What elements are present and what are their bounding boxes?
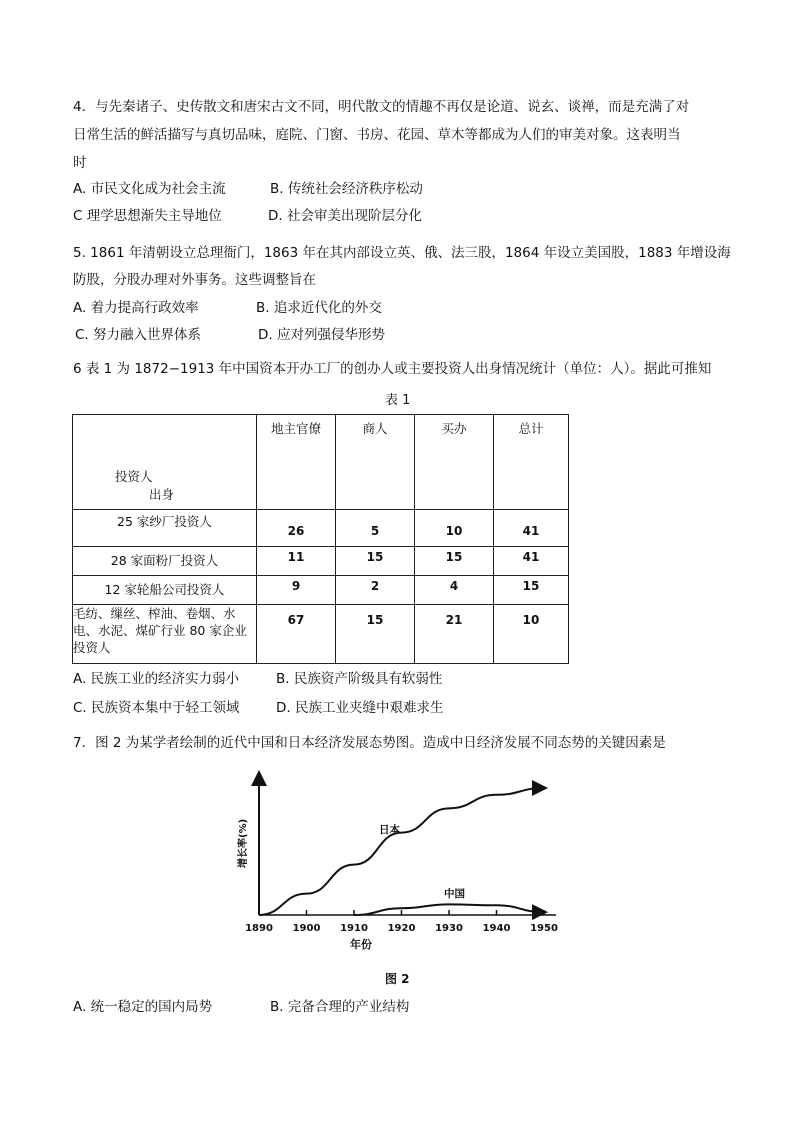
figure-caption: 图 2: [385, 972, 410, 986]
x-tick-label: 1950: [530, 923, 558, 934]
cell-value: 15: [336, 547, 415, 576]
cell-value: 41: [494, 547, 569, 576]
q4-option-b[interactable]: B. 传统社会经济秩序松动: [270, 181, 423, 197]
q6-option-b[interactable]: B. 民族资产阶级具有软弱性: [276, 671, 443, 687]
row-label: 毛纺、缫丝、榨油、卷烟、水 电、水泥、煤矿行业 80 家企业 投资人: [73, 605, 257, 664]
q4-stem-line3: 时: [73, 155, 87, 171]
cell-value: 41: [494, 510, 569, 547]
series-label-china: 中国: [444, 888, 465, 900]
q7-option-b[interactable]: B. 完备合理的产业结构: [270, 999, 410, 1015]
cell-value: 67: [257, 605, 336, 664]
x-tick-label: 1890: [245, 923, 273, 934]
header-landlord: 地主官僚: [257, 415, 336, 510]
table-header-row: [73, 415, 569, 510]
series-line-japan: [259, 788, 544, 915]
header-merchant: 商人: [336, 415, 415, 510]
row-label: 12 家轮船公司投资人: [73, 576, 257, 605]
q6-stem-line1: 6 表 1 为 1872−1913 年中国资本开办工厂的创办人或主要投资人出身情况统计（单位：人）。据此可推知: [73, 361, 712, 377]
growth-chart: [230, 760, 570, 960]
cell-value: 10: [415, 510, 494, 547]
q6-option-d[interactable]: D. 民族工业夹缝中艰难求生: [276, 700, 444, 716]
cell-value: 26: [257, 510, 336, 547]
q4-option-c[interactable]: C 理学思想渐失主导地位: [73, 208, 222, 224]
x-tick-label: 1910: [340, 923, 368, 934]
q5-option-a[interactable]: A. 着力提高行政效率: [73, 300, 199, 316]
table-corner-cell: [73, 415, 257, 510]
table-row: [73, 605, 569, 664]
table-row: [73, 576, 569, 605]
x-tick-label: 1940: [482, 923, 511, 934]
q7-stem-line1: 7．图 2 为某学者绘制的近代中国和日本经济发展态势图。造成中日经济发展不同态势的关键因素是: [73, 735, 666, 751]
q5-option-d[interactable]: D. 应对列强侵华形势: [258, 327, 385, 343]
row-label: 28 家面粉厂投资人: [73, 547, 257, 576]
cell-value: 9: [257, 576, 336, 605]
series-label-japan: 日本: [379, 824, 400, 836]
table-title: 表 1: [385, 393, 411, 408]
x-tick-label: 1930: [435, 923, 463, 934]
cell-value: 15: [415, 547, 494, 576]
q5-option-b[interactable]: B. 追求近代化的外交: [256, 300, 382, 316]
row-label: 25 家纱厂投资人: [73, 510, 257, 547]
q5-option-c[interactable]: C. 努力融入世界体系: [75, 327, 202, 343]
q6-option-c[interactable]: C. 民族资本集中于轻工领域: [73, 700, 240, 716]
table-row: [73, 510, 569, 547]
q4-stem-line2: 日常生活的鲜活描写与真切品味，庭院、门窗、书房、花园、草木等都成为人们的审美对象。这表明当: [73, 127, 681, 143]
cell-value: 11: [257, 547, 336, 576]
x-tick-label: 1900: [292, 923, 321, 934]
cell-value: 4: [415, 576, 494, 605]
y-axis-label: 增长率(%): [238, 818, 249, 868]
table-row: [73, 547, 569, 576]
cell-value: 2: [336, 576, 415, 605]
q4-stem-line1: 4．与先秦诸子、史传散文和唐宋古文不同，明代散文的情趣不再仅是论道、说玄、谈禅，而是充满了对: [73, 99, 690, 115]
q5-stem-line2: 防股，分股办理对外事务。这些调整旨在: [73, 272, 316, 288]
cell-value: 15: [494, 576, 569, 605]
cell-value: 21: [415, 605, 494, 664]
corner-label-origin: 出身: [149, 487, 175, 502]
corner-label-investor: 投资人: [115, 469, 153, 484]
header-total: 总计: [494, 415, 569, 510]
q4-option-d[interactable]: D. 社会审美出现阶层分化: [268, 208, 422, 224]
cell-value: 5: [336, 510, 415, 547]
x-axis-label: 年份: [350, 938, 372, 951]
q4-option-a[interactable]: A. 市民文化成为社会主流: [73, 181, 226, 197]
q7-option-a[interactable]: A. 统一稳定的国内局势: [73, 999, 213, 1015]
cell-value: 15: [336, 605, 415, 664]
q6-option-a[interactable]: A. 民族工业的经济实力弱小: [73, 671, 240, 687]
x-tick-label: 1920: [387, 923, 416, 934]
header-comprador: 买办: [415, 415, 494, 510]
q5-stem-line1: 5. 1861 年清朝设立总理衙门，1863 年在其内部设立英、俄、法三股，1864 年设立美国股，1883 年增设海: [73, 245, 731, 261]
cell-value: 10: [494, 605, 569, 664]
investor-table: [72, 414, 569, 664]
